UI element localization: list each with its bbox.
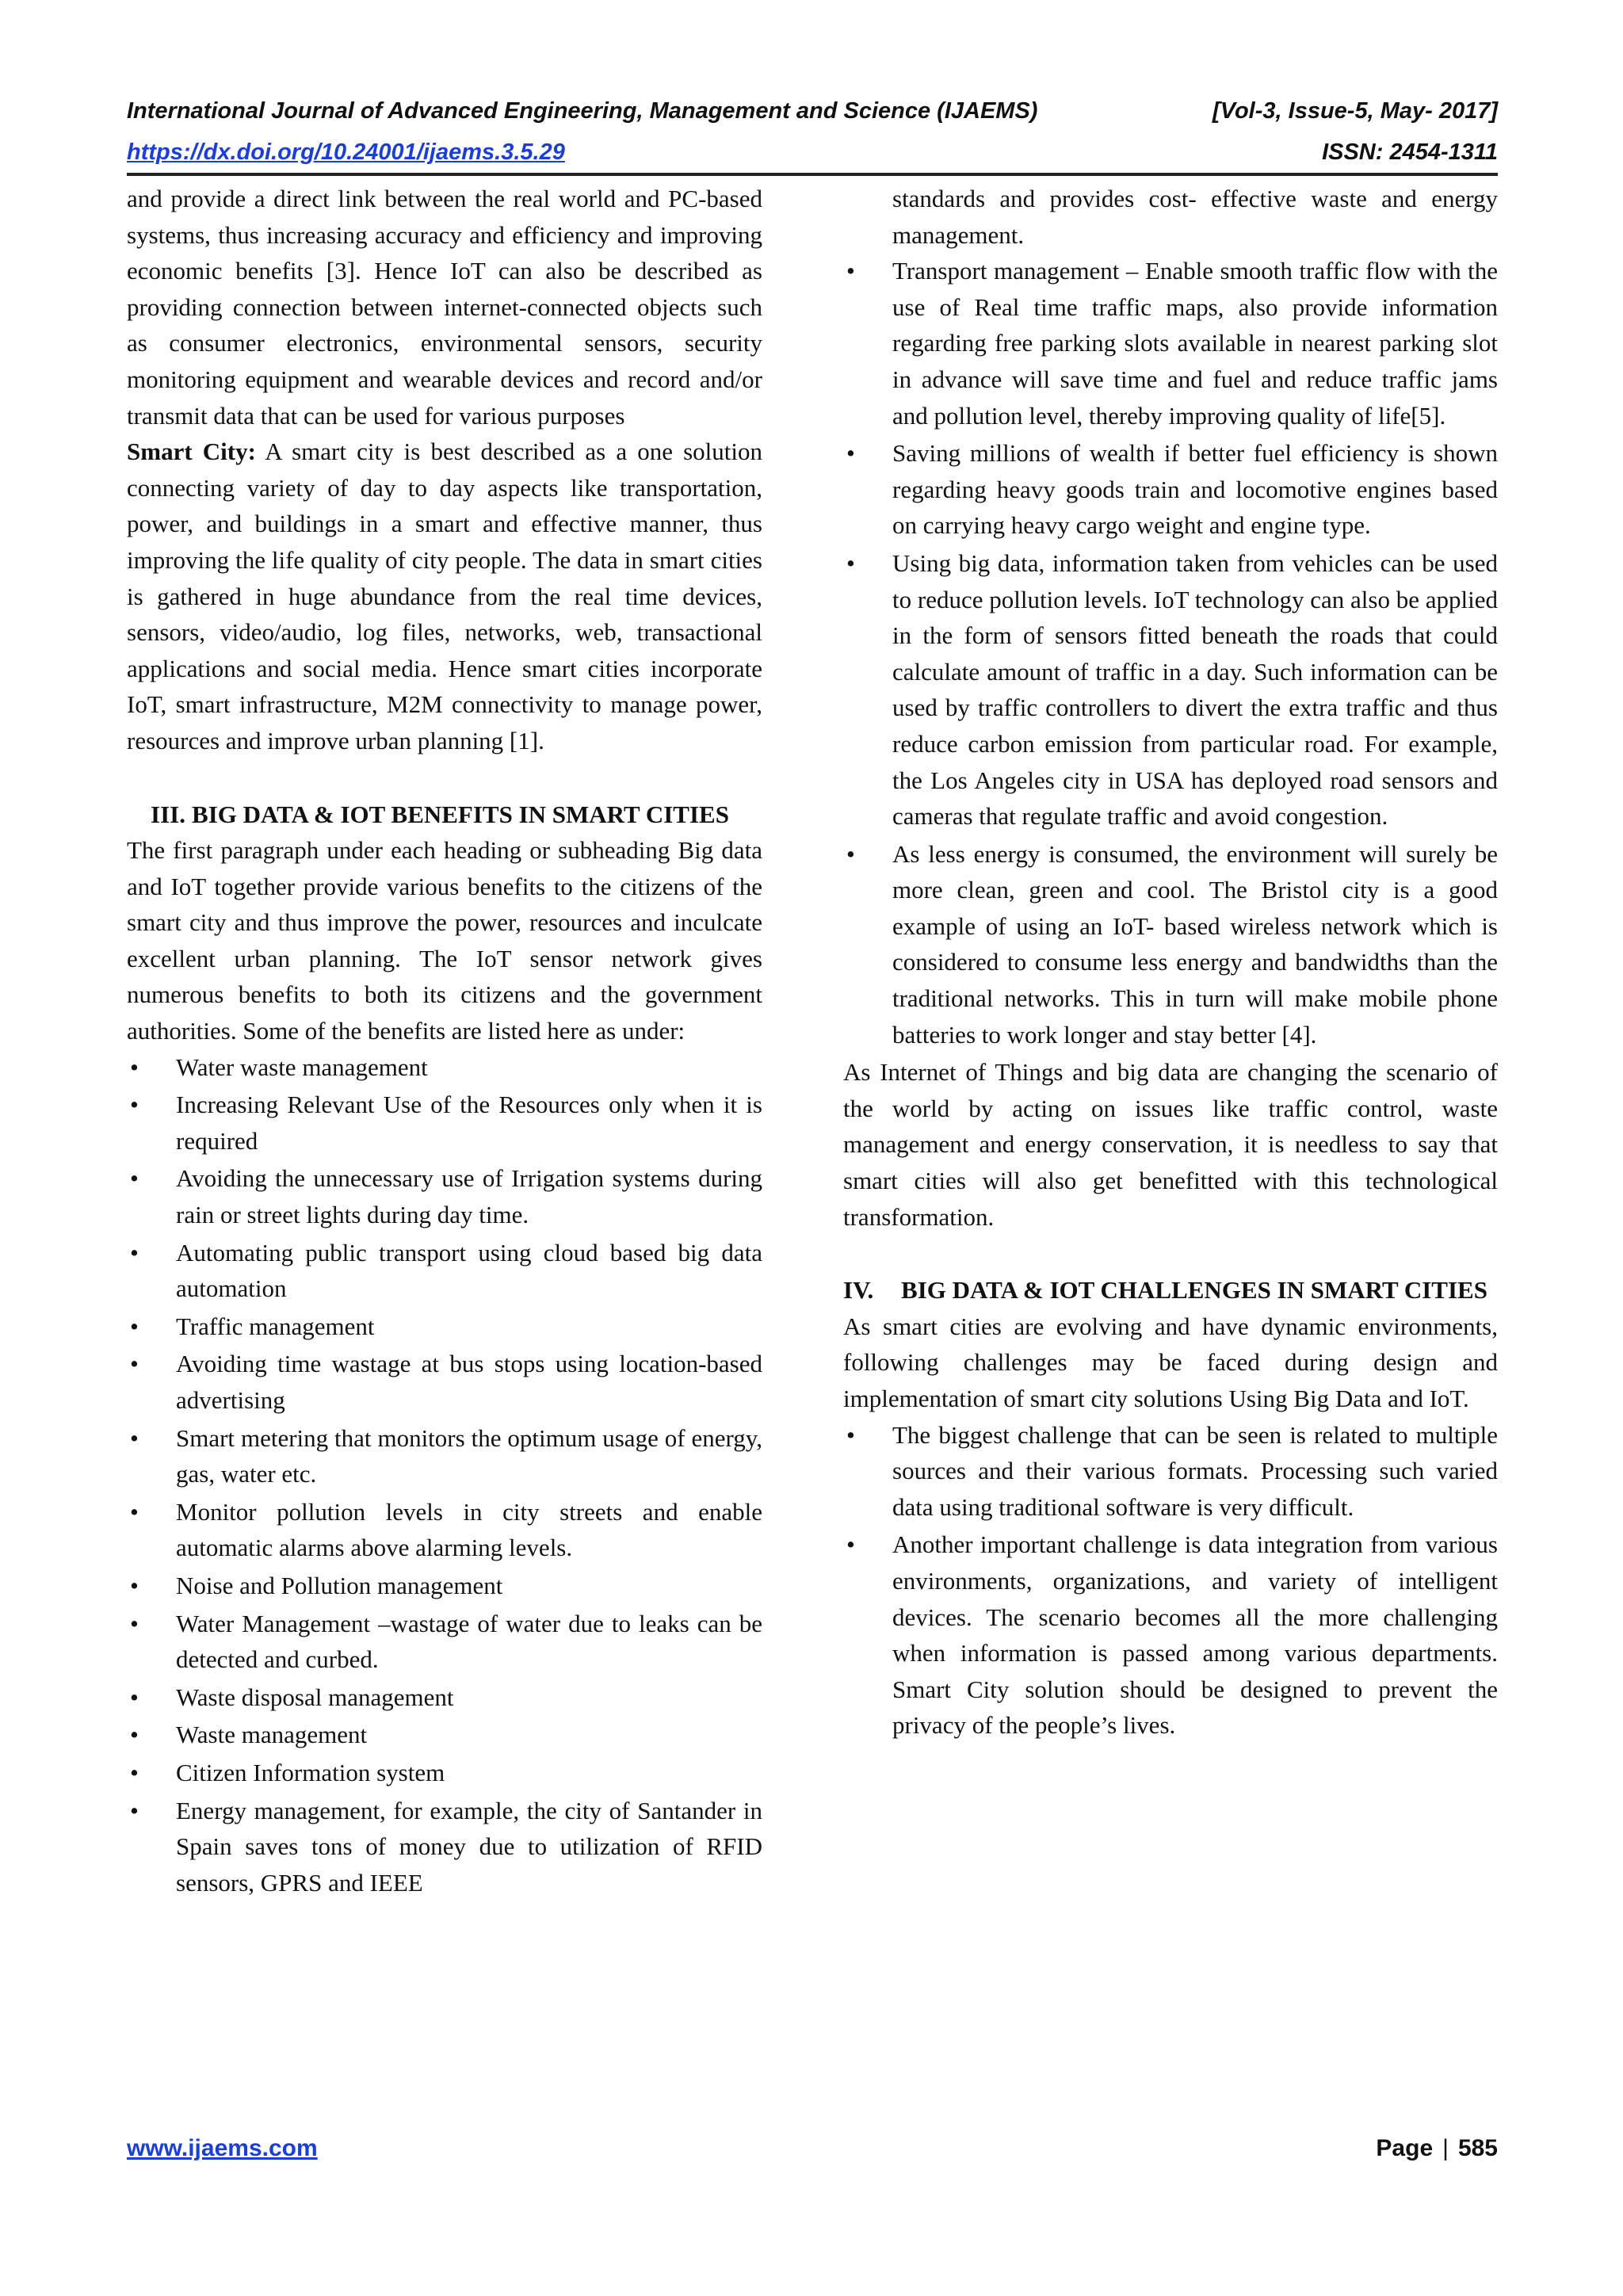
- bullet-icon: •: [846, 1530, 855, 1559]
- bullet-icon: •: [130, 1312, 139, 1340]
- continuation-text: standards and provides cost- effective waste and energy management.: [892, 185, 1498, 249]
- list-item: • Transport management – Enable smooth traffic flow with the use of Real time traffic maps, also provide information regarding free parking slots available in nearest parking slot in advance will save time and fuel and reduce traffic jams and pollution level, thereby improving quality of life[5].: [843, 253, 1498, 434]
- list-item: • Noise and Pollution management: [127, 1568, 762, 1604]
- list-item: • Increasing Relevant Use of the Resources only when it is required: [127, 1087, 762, 1159]
- website-link[interactable]: www.ijaems.com: [127, 2135, 318, 2161]
- benefits-list-continued: [843, 253, 1498, 1052]
- header-rule: [127, 173, 1498, 176]
- issn: ISSN: 2454-1311: [1322, 139, 1498, 165]
- list-item: • Avoiding the unnecessary use of Irrigation systems during rain or street lights during day time.: [127, 1160, 762, 1232]
- list-item: • Automating public transport using cloud based big data automation: [127, 1235, 762, 1307]
- closing-paragraph: As Internet of Things and big data are changing the scenario of the world by acting on issues like traffic control, waste management and energy conservation, it is needless to say that smart cities will also get benefitted with this technological transformation.: [843, 1058, 1498, 1231]
- bullet-icon: •: [846, 839, 855, 868]
- bullet-icon: •: [130, 1721, 139, 1749]
- section-3-heading: [127, 797, 762, 833]
- section-3-title: BIG DATA & IOT BENEFITS IN SMART CITIES: [192, 800, 729, 828]
- section-4-heading: [843, 1272, 1498, 1308]
- list-item: • Another important challenge is data integration from various environments, organizations, and variety of intelligent devices. The scenario becomes all the more challenging when information is passed among various departments. Smart City solution should be designed to prevent the privacy of the people’s lives.: [843, 1526, 1498, 1744]
- running-header-top: [127, 98, 1498, 124]
- list-item: • Saving millions of wealth if better fuel efficiency is shown regarding heavy goods train and locomotive engines based on carrying heavy cargo weight and engine type.: [843, 435, 1498, 544]
- smart-city-text: A smart city is best described as a one solution connecting variety of day to day aspects like transportation, power, and buildings in a smart and effective manner, thus improving the life quality of city people. The data in smart cities is gathered in huge abundance from the real time devices, sensors, video/audio, log files, networks, web, transactional applications and social media. Hence smart cities incorporate IoT, smart infrastructure, M2M connectivity to manage power, resources and improve urban planning [1].: [127, 437, 762, 755]
- section-4-intro: As smart cities are evolving and have dynamic environments, following challenges may be faced during design and implementation of smart city solutions Using Big Data and IoT.: [843, 1312, 1498, 1412]
- benefits-list: [127, 1049, 762, 1901]
- page-indicator: [1376, 2135, 1498, 2162]
- bullet-icon: •: [130, 1497, 139, 1526]
- list-item: • Avoiding time wastage at bus stops using location-based advertising: [127, 1346, 762, 1418]
- bullet-icon: •: [846, 439, 855, 468]
- list-item: • Using big data, information taken from vehicles can be used to reduce pollution levels. IoT technology can also be applied in the form of sensors fitted beneath the roads that could calculate amount of traffic in a day. Such information can be used by traffic controllers to divert the extra traffic and thus reduce carbon emission from particular road. For example, the Los Angeles city in USA has deployed road sensors and cameras that regulate traffic and avoid congestion.: [843, 545, 1498, 835]
- right-column: [843, 181, 1498, 1745]
- list-item: • Monitor pollution levels in city streets and enable automatic alarms above alarming levels.: [127, 1494, 762, 1566]
- bullet-icon: •: [130, 1571, 139, 1599]
- list-item: • Waste management: [127, 1717, 762, 1753]
- smart-city-label: Smart City:: [127, 437, 256, 466]
- bullet-icon: •: [130, 1423, 139, 1452]
- page-number: 585: [1457, 2135, 1498, 2161]
- list-item: • Water Management –wastage of water due to leaks can be detected and curbed.: [127, 1606, 762, 1678]
- bullet-icon: •: [130, 1052, 139, 1081]
- bullet-icon: •: [130, 1164, 139, 1193]
- bullet-icon: •: [130, 1091, 139, 1119]
- bullet-icon: •: [130, 1796, 139, 1824]
- bullet-icon: •: [846, 548, 855, 577]
- list-item: • Waste disposal management: [127, 1679, 762, 1716]
- bullet-icon: •: [130, 1683, 139, 1711]
- section-4-number: IV.: [843, 1276, 874, 1305]
- bullet-icon: •: [846, 257, 855, 285]
- list-item: • The biggest challenge that can be seen is related to multiple sources and their various formats. Processing such varied data using traditional software is very difficult.: [843, 1417, 1498, 1526]
- section-3-intro: The first paragraph under each heading or subheading Big data and IoT together provide various benefits to the citizens of the smart city and thus improve the power, resources and inculcate excellent urban planning. The IoT sensor network gives numerous benefits to both its citizens and the government authorities. Some of the benefits are listed here as under:: [127, 836, 762, 1045]
- bullet-icon: •: [130, 1238, 139, 1266]
- page-separator: |: [1442, 2135, 1449, 2161]
- section-3-number: III.: [151, 800, 185, 828]
- bullet-icon: •: [130, 1609, 139, 1637]
- page-label: Page: [1376, 2135, 1434, 2161]
- bullet-icon: •: [130, 1758, 139, 1786]
- list-item: • Smart metering that monitors the optimum usage of energy, gas, water etc.: [127, 1420, 762, 1492]
- list-item: • Traffic management: [127, 1308, 762, 1345]
- bullet-icon: •: [130, 1350, 139, 1378]
- section-4-title: BIG DATA & IOT CHALLENGES IN SMART CITIES: [901, 1276, 1487, 1305]
- intro-paragraph: and provide a direct link between the real world and PC-based systems, thus increasing accuracy and efficiency and improving economic benefits [3]. Hence IoT can also be described as providing connection between internet-connected objects such as consumer electronics, environmental sensors, security monitoring equipment and wearable devices and record and/or transmit data that can be used for various purposes: [127, 185, 762, 430]
- list-item: • As less energy is consumed, the environment will surely be more clean, green and cool. The Bristol city is a good example of using an IoT- based wireless network which is considered to consume less energy and bandwidths than the traditional networks. This in turn will make mobile phone batteries to work longer and stay better [4].: [843, 836, 1498, 1053]
- page-footer: [127, 2135, 1498, 2162]
- challenges-list: [843, 1417, 1498, 1744]
- list-item: • Energy management, for example, the city of Santander in Spain saves tons of money due to utilization of RFID sensors, GPRS and IEEE: [127, 1793, 762, 1901]
- bullet-icon: •: [846, 1420, 855, 1449]
- left-column: [127, 181, 762, 1902]
- volume-info: [Vol-3, Issue-5, May- 2017]: [1212, 98, 1498, 124]
- list-item: • Citizen Information system: [127, 1755, 762, 1791]
- list-item: • Water waste management: [127, 1049, 762, 1086]
- journal-title: International Journal of Advanced Engineering, Management and Science (IJAEMS): [127, 98, 1038, 124]
- doi-link[interactable]: https://dx.doi.org/10.24001/ijaems.3.5.29: [127, 139, 565, 165]
- smart-city-paragraph: [127, 434, 762, 758]
- running-header-bottom: [127, 139, 1498, 166]
